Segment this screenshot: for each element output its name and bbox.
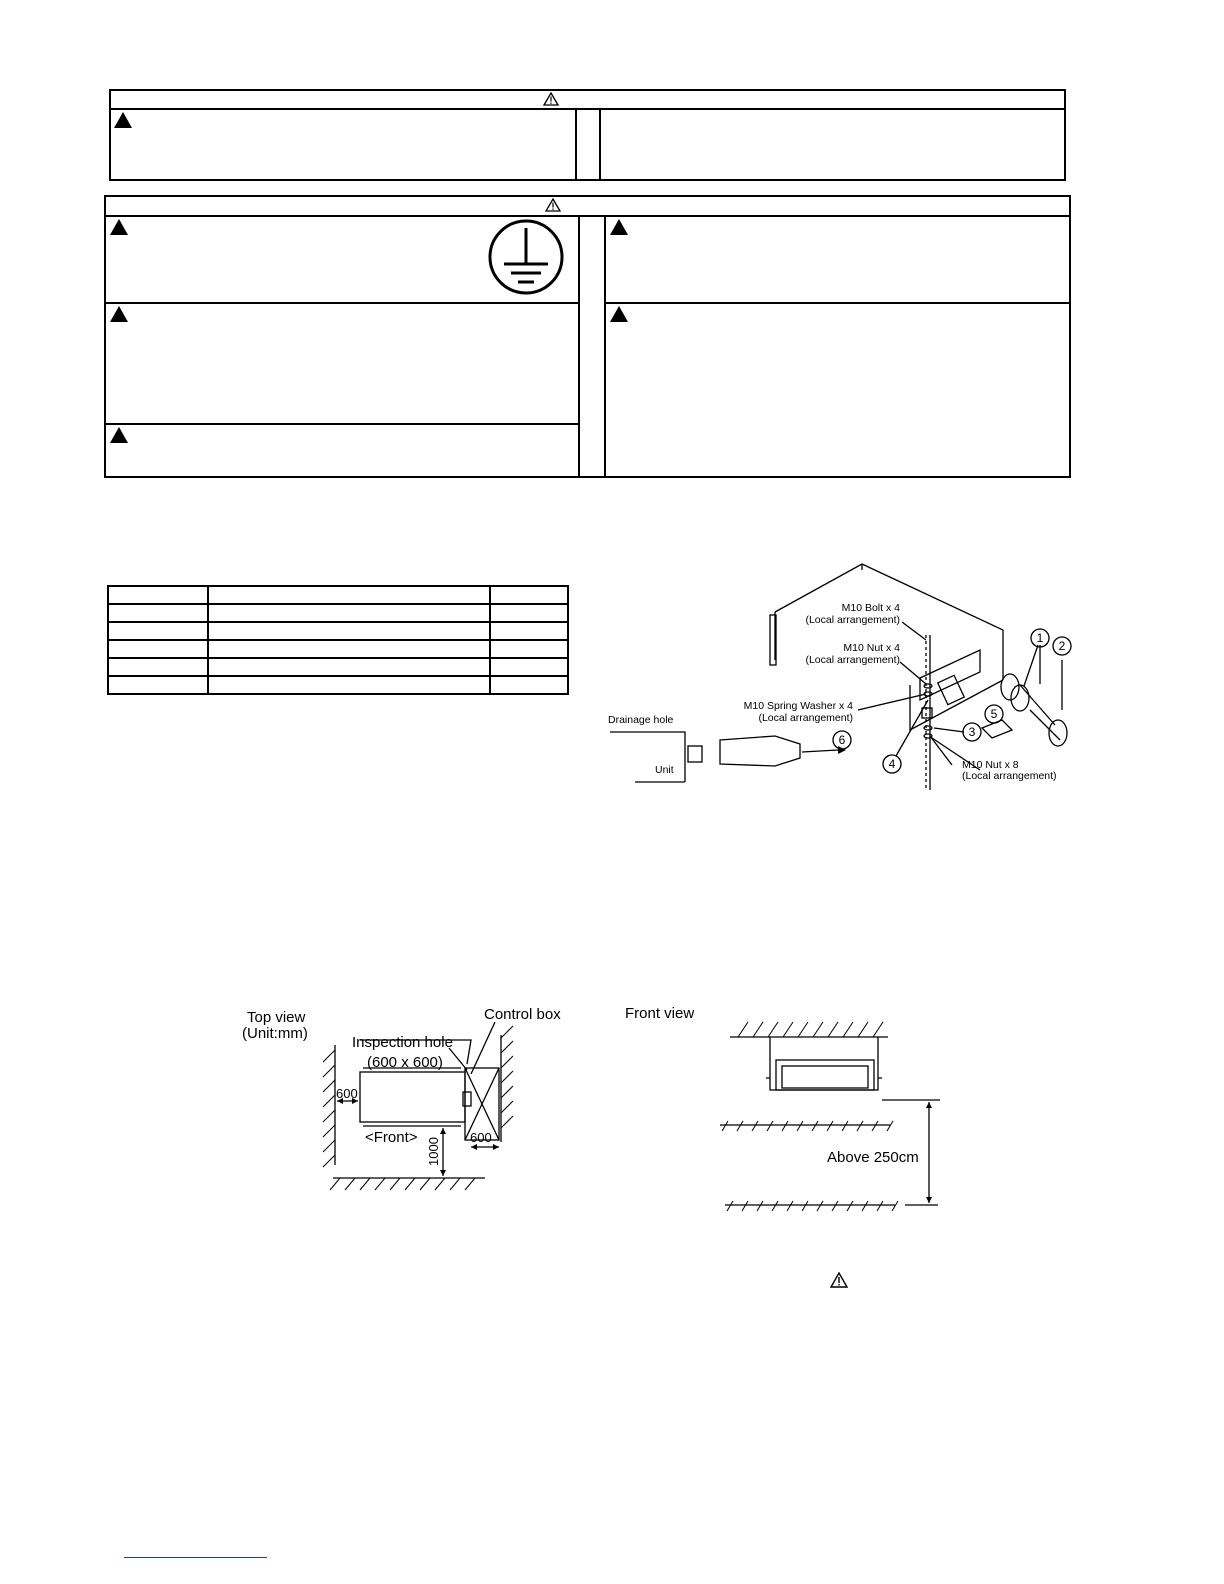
label-nut4: M10 Nut x 4 bbox=[843, 642, 900, 654]
front-view-title: Front view bbox=[625, 1005, 695, 1022]
top-view-title: Top view bbox=[247, 1009, 306, 1026]
bullet-triangle-icon bbox=[114, 112, 132, 128]
label-nut8: M10 Nut x 8 bbox=[962, 759, 1019, 771]
warning-icon bbox=[830, 1272, 848, 1288]
front-label: <Front> bbox=[365, 1129, 418, 1146]
control-box-label: Control box bbox=[484, 1006, 561, 1023]
label-bolt: M10 Bolt x 4 bbox=[841, 602, 900, 614]
callout-number: 5 bbox=[990, 707, 998, 721]
warning-box-top-divider bbox=[109, 108, 1066, 110]
height-label: Above 250cm bbox=[827, 1149, 919, 1166]
warning-box-main bbox=[104, 195, 1071, 478]
top-view-diagram bbox=[235, 1000, 575, 1200]
warning-box-top-col-right bbox=[599, 108, 601, 181]
inspection-hole-label: Inspection hole bbox=[352, 1034, 453, 1051]
bullet-triangle-icon bbox=[610, 306, 628, 322]
table-row bbox=[108, 658, 568, 676]
hyperlink-underline[interactable] bbox=[124, 1557, 267, 1558]
label-unit: Unit bbox=[655, 764, 674, 776]
front-view-diagram bbox=[620, 1000, 950, 1215]
bullet-triangle-icon bbox=[110, 306, 128, 322]
warning-box-main-col-left bbox=[578, 215, 580, 478]
table-row bbox=[108, 586, 568, 604]
label-nut4-note: (Local arrangement) bbox=[805, 654, 900, 666]
callout-number: 3 bbox=[968, 725, 976, 739]
bullet-triangle-icon bbox=[110, 219, 128, 235]
warning-icon bbox=[545, 198, 561, 212]
warning-box-main-row1-right bbox=[604, 302, 1071, 304]
bullet-triangle-icon bbox=[610, 219, 628, 235]
callout-number: 4 bbox=[888, 757, 896, 771]
label-bolt-note: (Local arrangement) bbox=[805, 614, 900, 626]
earth-ground-icon bbox=[486, 218, 566, 298]
warning-box-main-row1-left bbox=[104, 302, 580, 304]
bullet-triangle-icon bbox=[110, 427, 128, 443]
warning-box-main-col-right bbox=[604, 215, 606, 478]
warning-box-main-header-divider bbox=[104, 215, 1071, 217]
callout-number: 6 bbox=[838, 733, 846, 747]
table-row bbox=[108, 640, 568, 658]
table-row bbox=[108, 676, 568, 694]
table-row bbox=[108, 622, 568, 640]
callout-number: 2 bbox=[1058, 639, 1066, 653]
label-drainage-hole: Drainage hole bbox=[608, 714, 674, 726]
accessory-installation-diagram bbox=[600, 560, 1080, 790]
warning-box-top-col-left bbox=[575, 108, 577, 181]
callout-number: 1 bbox=[1036, 631, 1044, 645]
label-washer-note: (Local arrangement) bbox=[758, 712, 853, 724]
table-row bbox=[108, 604, 568, 622]
left-clearance: 600 bbox=[336, 1086, 358, 1101]
front-clearance: 1000 bbox=[426, 1137, 441, 1166]
warning-icon bbox=[543, 92, 559, 106]
right-clearance: 600 bbox=[470, 1130, 492, 1145]
label-washer: M10 Spring Washer x 4 bbox=[743, 700, 853, 712]
warning-box-main-row2-left bbox=[104, 423, 580, 425]
top-view-unit: (Unit:mm) bbox=[242, 1025, 308, 1042]
accessories-table bbox=[107, 585, 569, 695]
inspection-hole-size: (600 x 600) bbox=[367, 1054, 443, 1071]
label-nut8-note: (Local arrangement) bbox=[962, 770, 1057, 782]
warning-box-top bbox=[109, 89, 1066, 181]
